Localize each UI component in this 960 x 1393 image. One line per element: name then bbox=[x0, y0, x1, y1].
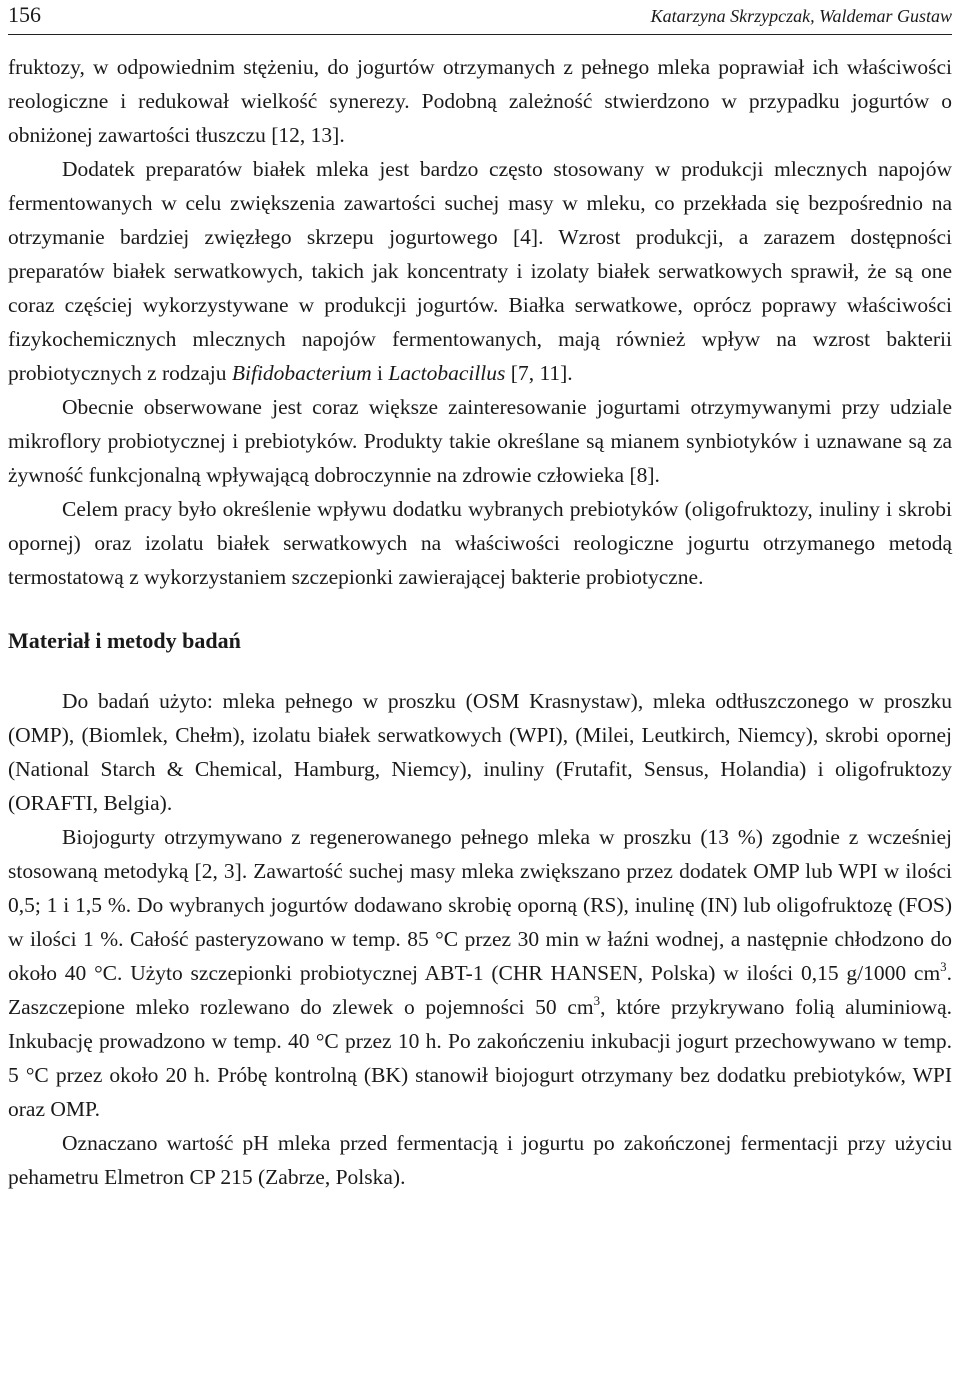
page-number: 156 bbox=[8, 2, 41, 27]
page-header bbox=[8, 0, 952, 35]
section-heading: Materiał i metody badań bbox=[8, 628, 241, 653]
paragraph-methods bbox=[8, 820, 952, 1126]
paragraph-text: , które przykrywano folią aluminiową. Inkubację prowadzono w temp. 40 °C przez 10 h. Po zakończeniu inkubacji jogurt przechowywano w temp. 5 °C przez około 20 h. Próbę kontrolną (BK) stanowił biojogurt otrzymany bez dodatku prebiotyków, WPI oraz OMP. bbox=[8, 995, 952, 1121]
superscript: 3 bbox=[940, 959, 947, 974]
paragraph-text: Biojogurty otrzymywano z regenerowanego pełnego mleka w proszku (13 %) zgodnie z wcześniej stosowaną metodyką [2, 3]. Zawartość suchej masy mleka zwiększano przez dodatek OMP lub WPI w ilości 0,5; 1 i 1,5 %. Do wybranych jogurtów dodawano skrobię oporną (RS), inulinę (IN) lub oligofruktozę (FOS) w ilości 1 %. Całość pasteryzowano w temp. 85 °C przez 30 min w łaźni wodnej, a następnie chłodzono do około 40 °C. Użyto szczepionki probiotycznej ABT-1 (CHR HANSEN, Polska) w ilości 0,15 g/1000 cm bbox=[8, 825, 952, 985]
paragraph-text: i bbox=[371, 361, 389, 385]
paragraph-aim: Celem pracy było określenie wpływu dodatku wybranych prebiotyków (oligofruktozy, inuliny i skrobi opornej) oraz izolatu białek serwatkowych na właściwości reologiczne jogurtu otrzymanego metodą termostatową z wykorzystaniem szczepionki zawierającej bakterie probiotyczne. bbox=[8, 497, 952, 589]
paragraph-text: [7, 11]. bbox=[505, 361, 573, 385]
genus-name: Lactobacillus bbox=[388, 361, 506, 385]
running-head-authors: Katarzyna Skrzypczak, Waldemar Gustaw bbox=[650, 6, 952, 26]
body-text bbox=[8, 50, 952, 1194]
paragraph-synbiotics: Obecnie obserwowane jest coraz większe zainteresowanie jogurtami otrzymywanymi przy udziale mikroflory probiotycznej i prebiotyków. Produkty takie określane są mianem synbiotyków i uznawane są za żywność funkcjonalną wpływającą dobroczynnie na zdrowie człowieka [8]. bbox=[8, 395, 952, 487]
superscript: 3 bbox=[593, 993, 601, 1008]
genus-name: Bifidobacterium bbox=[231, 361, 372, 385]
paragraph-continuation: fruktozy, w odpowiednim stężeniu, do jogurtów otrzymanych z pełnego mleka poprawiał ich właściwości reologiczne i redukował wielkość synerezy. Podobną zależność stwierdzono w przypadku jogurtów o obniżonej zawartości tłuszczu [12, 13]. bbox=[8, 55, 952, 147]
paragraph-text: Dodatek preparatów białek mleka jest bardzo często stosowany w produkcji mlecznych napojów fermentowanych w celu zwiększenia zawartości suchej masy w mleku, co przekłada się bezpośrednio na otrzymanie bardziej zwięzłego skrzepu jogurtowego [4]. Wzrost produkcji, a zarazem dostępności preparatów białek serwatkowych, takich jak koncentraty i izolaty białek serwatkowych sprawił, że są one coraz częściej wykorzystywane w produkcji jogurtów. Białka serwatkowe, oprócz poprawy właściwości fizykochemicznych mlecznych napojów fermentowanych, mają również wpływ na wzrost bakterii probiotycznych z rodzaju bbox=[8, 157, 952, 385]
paragraph-milk-proteins bbox=[8, 152, 952, 390]
paragraph-text: . Zaszczepione mleko rozlewano do zlewek o pojemności 50 cm bbox=[8, 961, 952, 1019]
paragraph-materials: Do badań użyto: mleka pełnego w proszku (OSM Krasnystaw), mleka odtłuszczonego w proszku (OMP), (Biomlek, Chełm), izolatu białek serwatkowych (WPI), (Milei, Leutkirch, Niemcy), skrobi opornej (National Starch & Chemical, Hamburg, Niemcy), inuliny (Frutafit, Sensus, Holandia) i oligofruktozy (ORAFTI, Belgia). bbox=[8, 689, 952, 815]
paragraph-ph: Oznaczano wartość pH mleka przed fermentacją i jogurtu po zakończonej fermentacji przy użyciu pehametru Elmetron CP 215 (Zabrze, Polska). bbox=[8, 1131, 952, 1189]
